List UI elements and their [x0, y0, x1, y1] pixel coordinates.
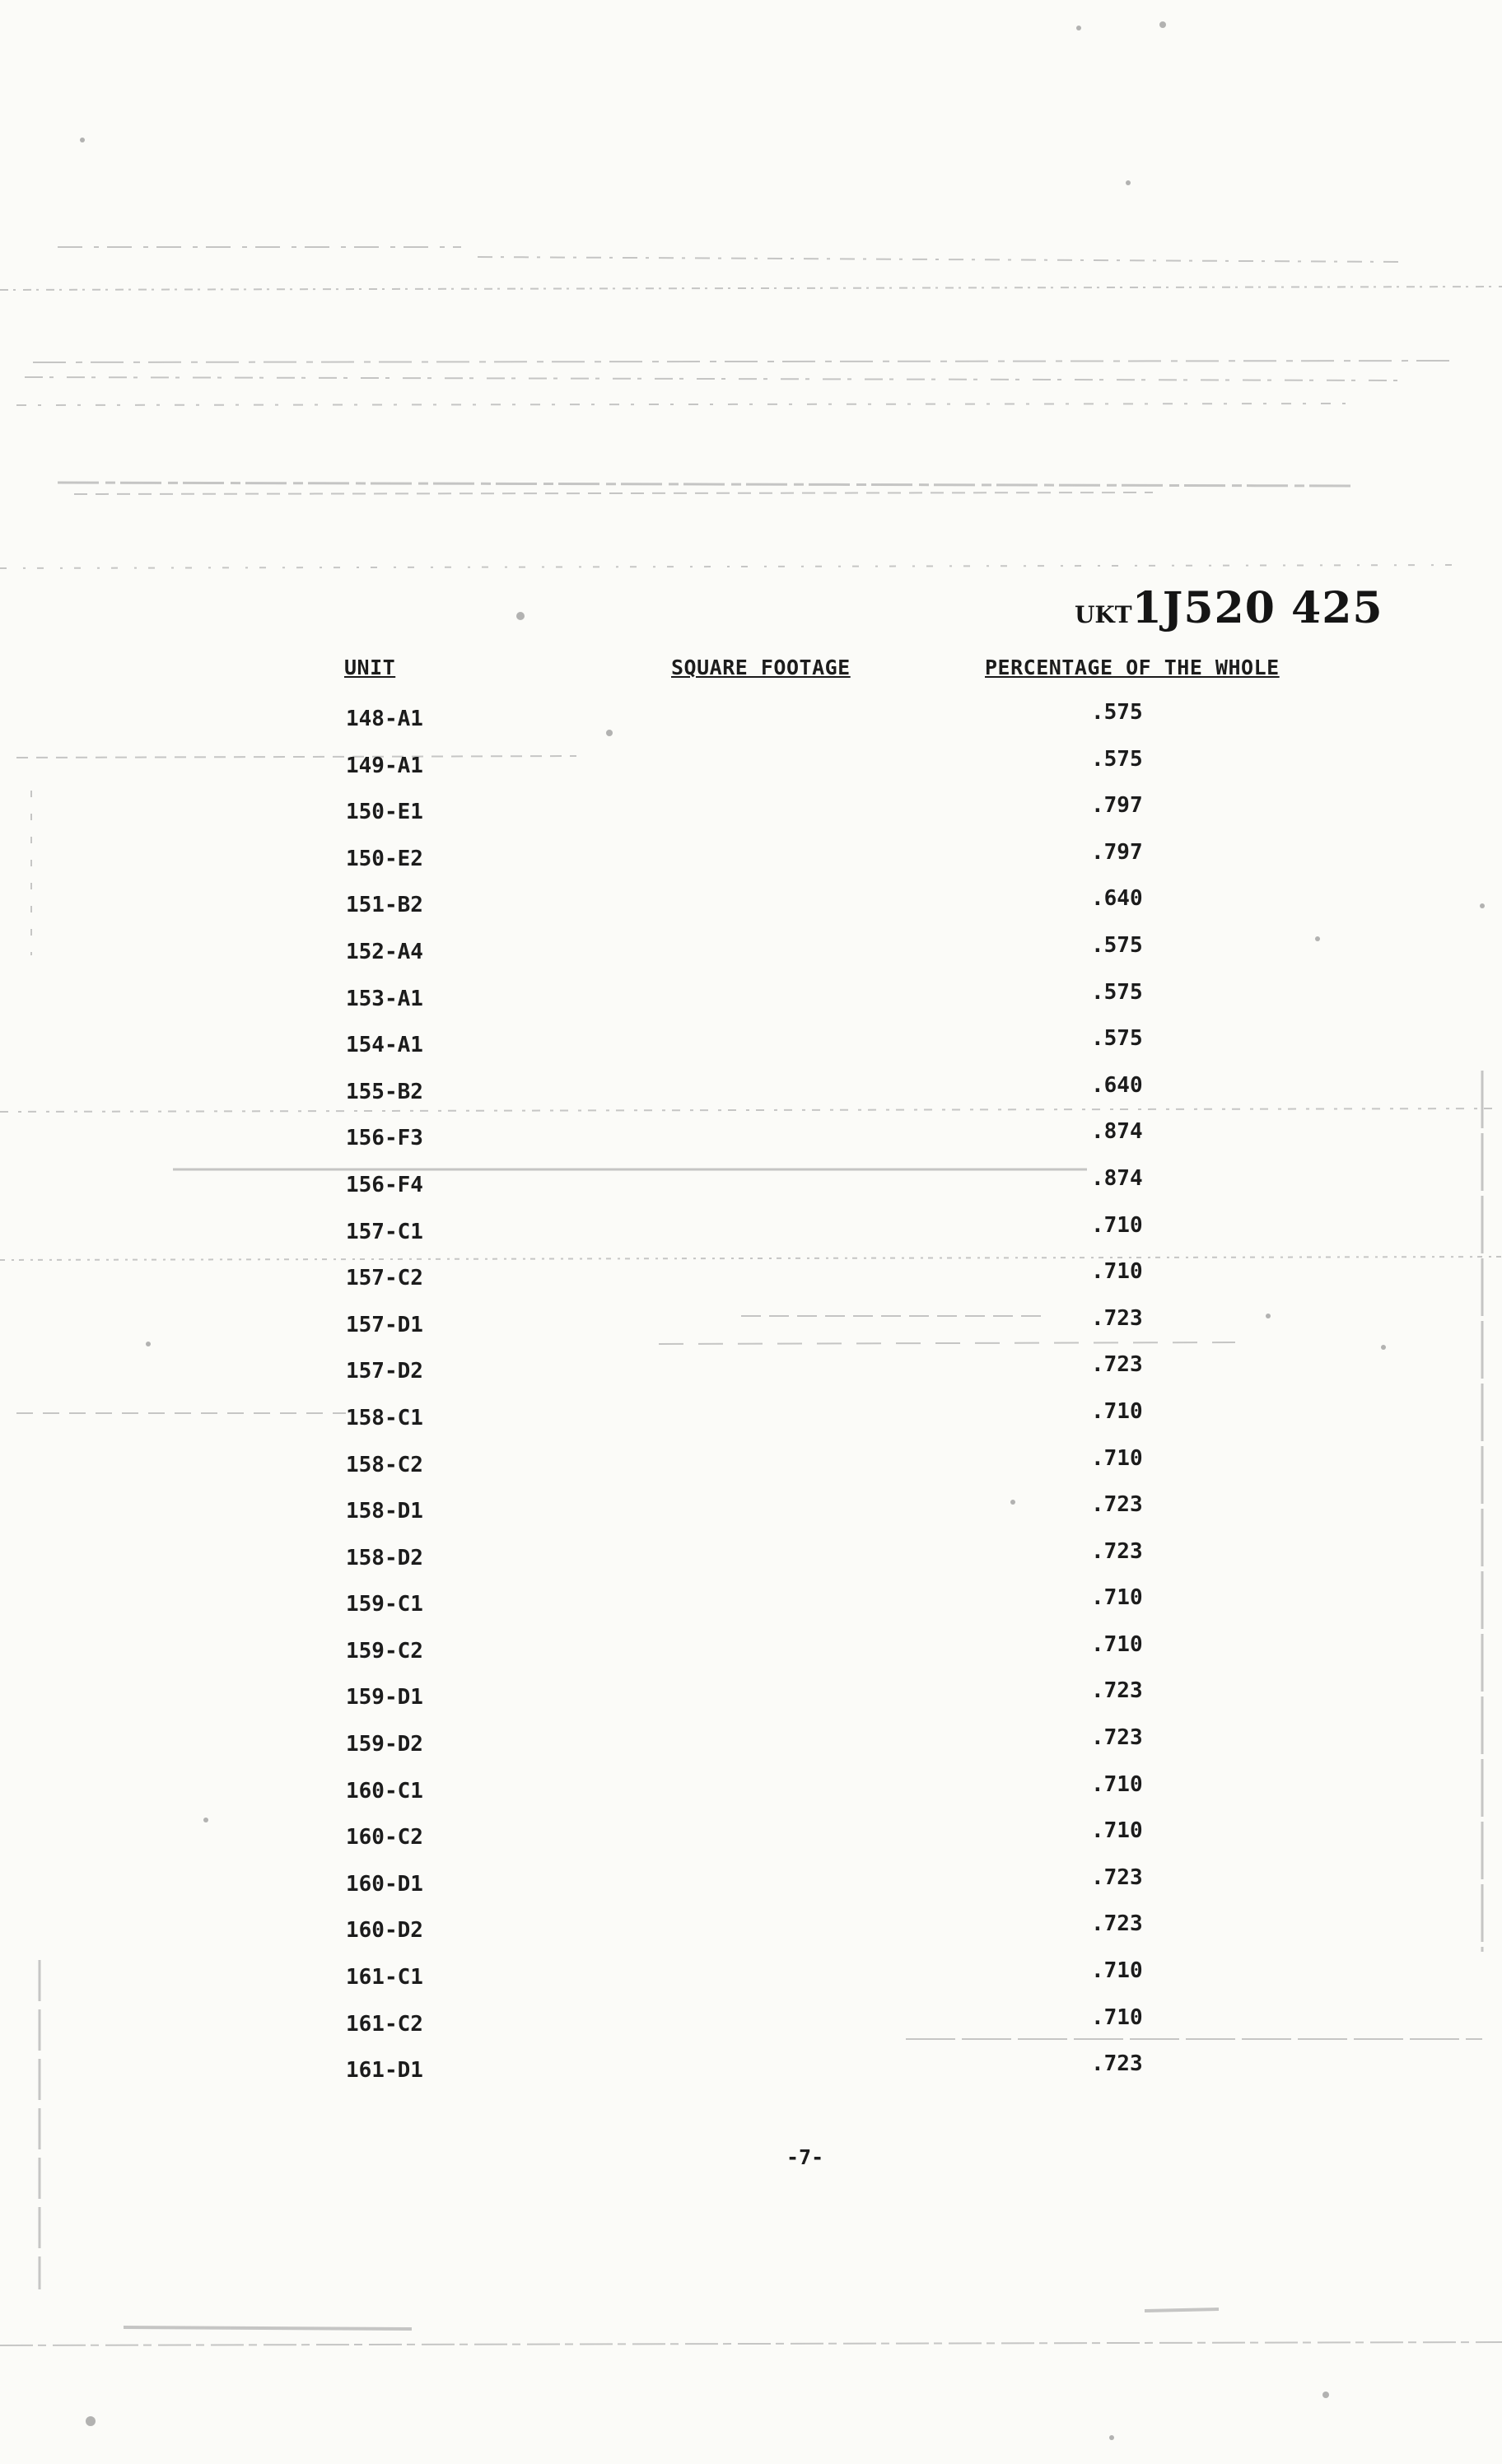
table-row — [0, 2002, 1502, 2049]
percentage-value: .575 — [1091, 700, 1143, 725]
table-row — [0, 837, 1502, 884]
percentage-value: .874 — [1091, 1165, 1143, 1191]
unit-id: 161-C1 — [346, 1965, 423, 1990]
percentage-value: .797 — [1091, 793, 1143, 819]
table-row — [0, 744, 1502, 791]
table-row — [0, 1023, 1502, 1070]
unit-id: 159-C2 — [346, 1638, 423, 1664]
table-row — [0, 1769, 1502, 1816]
table-row — [0, 930, 1502, 977]
unit-id: 154-A1 — [346, 1033, 423, 1058]
stamp-number: 1J520 — [1131, 583, 1276, 633]
unit-header: UNIT — [344, 656, 396, 679]
percentage-value: .710 — [1091, 1212, 1143, 1238]
table-row — [0, 1722, 1502, 1769]
table-row — [0, 1862, 1502, 1909]
stamp-page: 425 — [1291, 583, 1383, 633]
percentage-value: .723 — [1091, 1305, 1143, 1331]
table-row — [0, 1955, 1502, 2002]
percentage-value: .797 — [1091, 839, 1143, 865]
table-row — [0, 697, 1502, 744]
unit-id: 161-D1 — [346, 2058, 423, 2084]
unit-id: 153-A1 — [346, 986, 423, 1011]
table-row — [0, 2048, 1502, 2095]
table-row — [0, 1815, 1502, 1862]
unit-id: 152-A4 — [346, 939, 423, 964]
table-row — [0, 1443, 1502, 1490]
percentage-value: .710 — [1091, 1818, 1143, 1844]
unit-id: 160-D1 — [346, 1871, 423, 1897]
unit-id: 158-D1 — [346, 1499, 423, 1524]
unit-id: 157-D2 — [346, 1359, 423, 1384]
table-row — [0, 1070, 1502, 1117]
percentage-value: .640 — [1091, 886, 1143, 912]
stamp-prefix: UKT — [1075, 601, 1132, 628]
unit-id: 160-C2 — [346, 1825, 423, 1850]
page-number: -7- — [786, 2145, 824, 2169]
percentage-value: .723 — [1091, 1864, 1143, 1890]
table-row — [0, 1163, 1502, 1210]
percentage-header: PERCENTAGE OF THE WHOLE — [985, 656, 1280, 679]
table-row — [0, 977, 1502, 1024]
unit-id: 155-B2 — [346, 1079, 423, 1104]
table-row — [0, 1396, 1502, 1443]
percentage-value: .723 — [1091, 1538, 1143, 1564]
table-row — [0, 1349, 1502, 1396]
recording-stamp — [1075, 583, 1383, 633]
percentage-value: .710 — [1091, 1771, 1143, 1797]
unit-id: 150-E2 — [346, 846, 423, 871]
percentage-value: .710 — [1091, 1259, 1143, 1285]
unit-id: 156-F4 — [346, 1172, 423, 1197]
unit-id: 161-C2 — [346, 2011, 423, 2037]
percentage-value: .723 — [1091, 1352, 1143, 1378]
table-row — [0, 1629, 1502, 1676]
unit-id: 148-A1 — [346, 707, 423, 731]
unit-id: 150-E1 — [346, 800, 423, 825]
unit-id: 158-D2 — [346, 1545, 423, 1570]
percentage-value: .575 — [1091, 1026, 1143, 1052]
unit-id: 158-C1 — [346, 1405, 423, 1430]
table-row — [0, 1536, 1502, 1583]
percentage-value: .723 — [1091, 1678, 1143, 1704]
percentage-value: .710 — [1091, 1445, 1143, 1471]
unit-id: 160-C1 — [346, 1778, 423, 1804]
percentage-value: .874 — [1091, 1119, 1143, 1145]
percentage-value: .710 — [1091, 1398, 1143, 1424]
percentage-value: .723 — [1091, 1911, 1143, 1937]
unit-id: 157-C1 — [346, 1219, 423, 1244]
unit-id: 156-F3 — [346, 1126, 423, 1151]
table-row — [0, 1303, 1502, 1350]
table-row — [0, 1489, 1502, 1536]
unit-id: 159-C1 — [346, 1592, 423, 1617]
percentage-value: .723 — [1091, 2051, 1143, 2077]
percentage-value: .723 — [1091, 1725, 1143, 1751]
percentage-value: .575 — [1091, 979, 1143, 1005]
table-row — [0, 1908, 1502, 1955]
unit-id: 159-D1 — [346, 1685, 423, 1710]
unit-table — [0, 697, 1502, 2095]
unit-id: 158-C2 — [346, 1452, 423, 1477]
square-footage-header: SQUARE FOOTAGE — [671, 656, 851, 679]
percentage-value: .710 — [1091, 2004, 1143, 2030]
percentage-value: .640 — [1091, 1072, 1143, 1098]
table-row — [0, 1582, 1502, 1629]
table-row — [0, 790, 1502, 837]
percentage-value: .723 — [1091, 1492, 1143, 1518]
percentage-value: .710 — [1091, 1585, 1143, 1611]
unit-id: 157-D1 — [346, 1312, 423, 1337]
percentage-value: .575 — [1091, 932, 1143, 958]
table-row — [0, 1210, 1502, 1257]
table-row — [0, 1675, 1502, 1722]
unit-id: 149-A1 — [346, 753, 423, 778]
percentage-value: .575 — [1091, 746, 1143, 772]
table-row — [0, 1256, 1502, 1303]
table-row — [0, 1116, 1502, 1163]
unit-id: 159-D2 — [346, 1732, 423, 1757]
unit-id: 151-B2 — [346, 893, 423, 918]
unit-id: 157-C2 — [346, 1266, 423, 1291]
percentage-value: .710 — [1091, 1631, 1143, 1657]
unit-id: 160-D2 — [346, 1918, 423, 1944]
table-row — [0, 883, 1502, 930]
percentage-value: .710 — [1091, 1958, 1143, 1984]
